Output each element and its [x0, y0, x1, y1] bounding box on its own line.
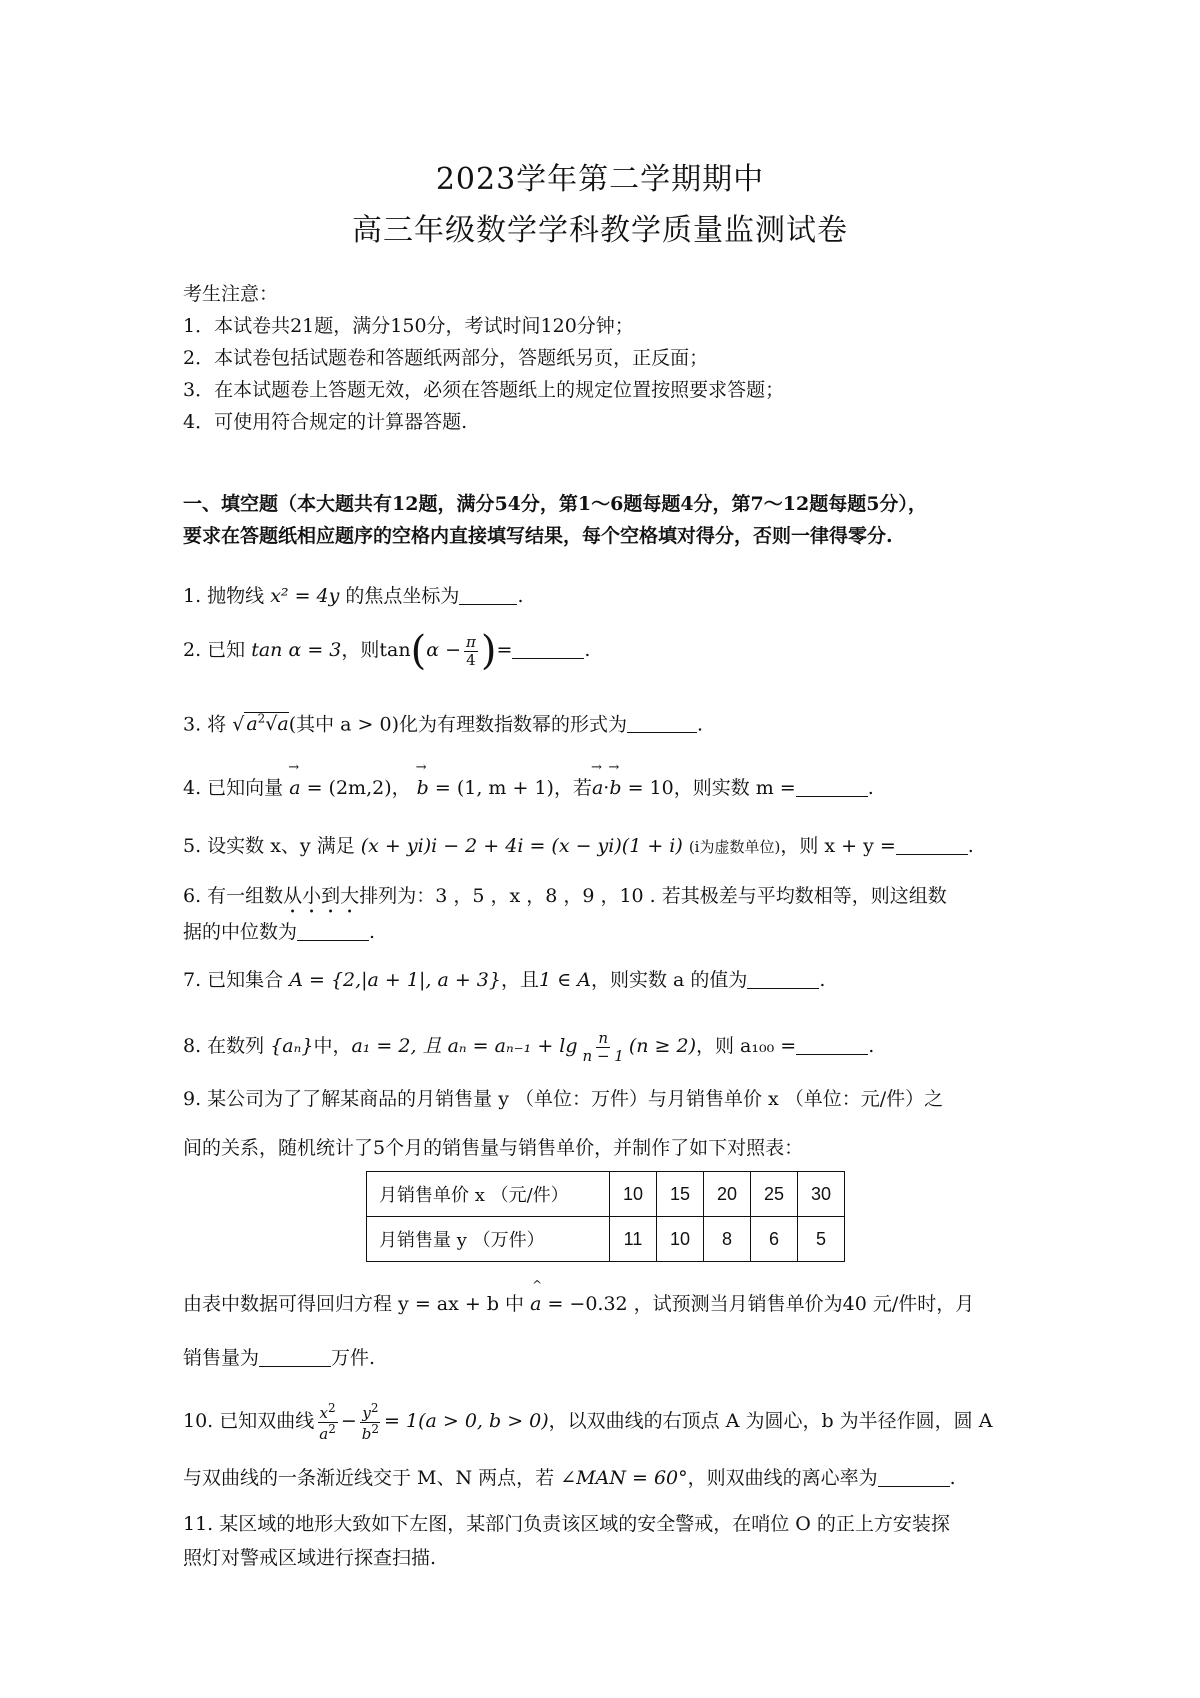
question-2: 2. 已知 tan α = 3，则tan(α − $\frac{\pi}{4}$ )= . [183, 628, 591, 674]
q8-suffix: ，则 a₁₀₀ = [696, 1035, 797, 1057]
question-9-line4 [183, 1346, 375, 1371]
q9-line3a: 由表中数据可得回归方程 y = ax + b 中 [183, 1293, 525, 1315]
question-4: 4. 已知向量 → a = (2m,2)， → b = (1, m + 1)，若→ a·→ b = 10，则实数 m = . [183, 776, 874, 801]
q2-prefix: 2. 已知 [183, 639, 246, 661]
note-item-1: 1．本试卷共21题，满分150分，考试时间120分钟； [183, 315, 634, 337]
q5-suffix: ，则 x + y = [780, 835, 896, 857]
q8-cond2: (n ≥ 2) [628, 1035, 697, 1057]
table-cell: 15 [657, 1172, 704, 1217]
question-10-line1: 10. 已知双曲线 $\frac{x^2}{a^2}$ − $\frac{y^2}{b^2}$ = 1(a > 0, b > 0)，以双曲线的右顶点 A 为圆心，b 为半径作圆，圆 A [183, 1401, 993, 1443]
note-item-3: 3．在本试题卷上答题无效，必须在答题纸上的规定位置按照要求答题； [183, 379, 785, 401]
q4-suffix: ，则实数 m = [673, 777, 796, 799]
q2-suffix: = [496, 639, 513, 661]
q5-note: (i为虚数单位) [688, 838, 781, 856]
q8-cond: a₁ = 2, 且 aₙ = aₙ₋₁ + lg [351, 1035, 578, 1057]
q10-line2c: ，则双曲线的离心率为 [687, 1467, 878, 1489]
table-cell: 11 [610, 1217, 657, 1262]
q2-math1: tan α = 3 [251, 639, 342, 661]
q8-mid: 中， [313, 1035, 352, 1057]
q1-math: x² = 4y [270, 585, 340, 607]
table-cell: 25 [751, 1172, 798, 1217]
answer-blank [796, 1036, 868, 1055]
q9-line3b: = −0.32 ，试预测当月销售单价为40 元/件时，月 [547, 1293, 975, 1315]
question-1: 1. 抛物线 x² = 4y 的焦点坐标为 . [183, 585, 524, 607]
q1-suffix: 的焦点坐标为 [345, 585, 460, 607]
question-8: 8. 在数列 {aₙ}中，a₁ = 2, 且 aₙ = aₙ₋₁ + lg $\frac{n}{n - 1}$ (n ≥ 2)，则 a₁₀₀ = . [183, 1029, 875, 1065]
answer-blank [878, 1468, 950, 1487]
question-6-line1 [183, 884, 947, 918]
q8-seq: {aₙ} [270, 1035, 314, 1057]
table-row-head: 月销售量 y （万件） [367, 1217, 610, 1262]
question-3: 3. 将 √ $a^2√a$(其中 a > 0)化为有理数指数幂的形式为 . [183, 712, 704, 736]
note-item-4: 4．可使用符合规定的计算器答题. [183, 411, 468, 433]
table-row-head: 月销售单价 x （元/件） [367, 1172, 610, 1217]
question-9-line3: 由表中数据可得回归方程 y = ax + b 中 ^ a = −0.32 ，试预测当月销售单价为40 元/件时，月 [183, 1292, 974, 1317]
q2-mid: ，则 [341, 639, 380, 661]
q3-prefix: 3. 将 [183, 713, 227, 736]
answer-blank [512, 640, 584, 659]
q9-line4b: 万件. [331, 1347, 376, 1369]
exam-title-line1: 2023学年第二学期期中 [435, 162, 765, 197]
answer-blank [297, 922, 369, 941]
notes-heading: 考生注意： [183, 283, 279, 305]
table-cell: 20 [704, 1172, 751, 1217]
table-cell: 5 [798, 1217, 845, 1262]
table-cell: 10 [610, 1172, 657, 1217]
q6-line1-b: 排列为：3 ，5 ，x ，8 ，9 ，10 . 若其极差与平均数相等，则这组数 [359, 885, 947, 907]
q7-set: A = {2,|a + 1|, a + 3} [289, 969, 501, 991]
exam-title-line2: 高三年级数学学科教学质量监测试卷 [352, 213, 848, 248]
q10-line2b: ∠MAN = 60° [560, 1467, 688, 1489]
section1-line2: 要求在答题纸相应题序的空格内直接填写结果，每个空格填对得分，否则一律得零分. [183, 525, 893, 547]
q8-prefix: 8. 在数列 [183, 1035, 265, 1057]
q6-line1-a: 6. 有一组数 [183, 885, 284, 907]
answer-blank [627, 714, 697, 733]
table-row [367, 1217, 845, 1262]
q4-mid: ，若 [553, 777, 592, 799]
q5-prefix: 5. 设实数 x、y 满足 [183, 835, 355, 857]
answer-blank [259, 1348, 331, 1367]
q5-eq: (x + yi)i − 2 + 4i = (x − yi)(1 + i) [360, 835, 683, 857]
q4-prefix: 4. 已知向量 [183, 777, 284, 799]
q10-cond: = 1(a > 0, b > 0) [384, 1410, 549, 1432]
table-cell: 10 [657, 1217, 704, 1262]
question-11-line1: 11. 某区域的地形大致如下左图，某部门负责该区域的安全警戒，在哨位 O 的正上方安装探 [183, 1513, 950, 1535]
answer-blank [896, 836, 968, 855]
q2-math2: tan [379, 639, 411, 661]
q10-rest: ，以双曲线的右顶点 A 为圆心，b 为半径作圆，圆 A [548, 1410, 993, 1432]
answer-blank [747, 970, 819, 989]
q6-line1-dotted: 从小到大 [283, 885, 360, 907]
answer-blank [796, 778, 868, 797]
q6-line2: 据的中位数为 [183, 921, 298, 943]
q7-mid: ，且 [500, 969, 539, 991]
q10-line2a: 与双曲线的一条渐近线交于 M、N 两点，若 [183, 1467, 555, 1489]
q10-prefix: 10. 已知双曲线 [183, 1410, 315, 1432]
table-cell: 6 [751, 1217, 798, 1262]
price-sales-table [366, 1171, 845, 1262]
q4-dot: = 10 [627, 777, 674, 799]
question-10-line2: 与双曲线的一条渐近线交于 M、N 两点，若 ∠MAN = 60°，则双曲线的离心率为 . [183, 1467, 956, 1489]
q9-line4a: 销售量为 [183, 1347, 260, 1369]
table-row [367, 1172, 845, 1217]
question-6-line2: 据的中位数为 . [183, 921, 376, 943]
q7-prefix: 7. 已知集合 [183, 969, 284, 991]
answer-blank [459, 586, 517, 605]
q3-suffix: 化为有理数指数幂的形式为 [399, 713, 628, 736]
table-cell: 30 [798, 1172, 845, 1217]
q7-cond: 1 ∈ A [538, 969, 591, 991]
question-5: 5. 设实数 x、y 满足 (x + yi)i − 2 + 4i = (x − yi)(1 + i) (i为虚数单位)，则 x + y = . [183, 835, 974, 857]
question-9-line1: 9. 某公司为了了解某商品的月销售量 y （单位：万件）与月销售单价 x （单位：元/件）之 [183, 1088, 944, 1110]
q1-prefix: 1. 抛物线 [183, 585, 265, 607]
q4-b: = (1, m + 1) [434, 777, 554, 799]
question-7: 7. 已知集合 A = {2,|a + 1|, a + 3}，且1 ∈ A，则实数 a 的值为 . [183, 969, 826, 991]
question-11-line2: 照灯对警戒区域进行探查扫描. [183, 1547, 437, 1569]
table-cell: 8 [704, 1217, 751, 1262]
q7-suffix: ，则实数 a 的值为 [590, 969, 748, 991]
q3-paren: (其中 a > 0) [288, 713, 400, 736]
section1-line1: 一、填空题（本大题共有12题，满分54分，第1～6题每题4分，第7～12题每题5分）， [183, 493, 927, 515]
q4-a: = (2m,2) [306, 777, 392, 799]
question-9-line2: 间的关系，随机统计了5个月的销售量与销售单价，并制作了如下对照表： [183, 1137, 804, 1159]
note-item-2: 2．本试卷包括试题卷和答题纸两部分，答题纸另页，正反面； [183, 347, 709, 369]
